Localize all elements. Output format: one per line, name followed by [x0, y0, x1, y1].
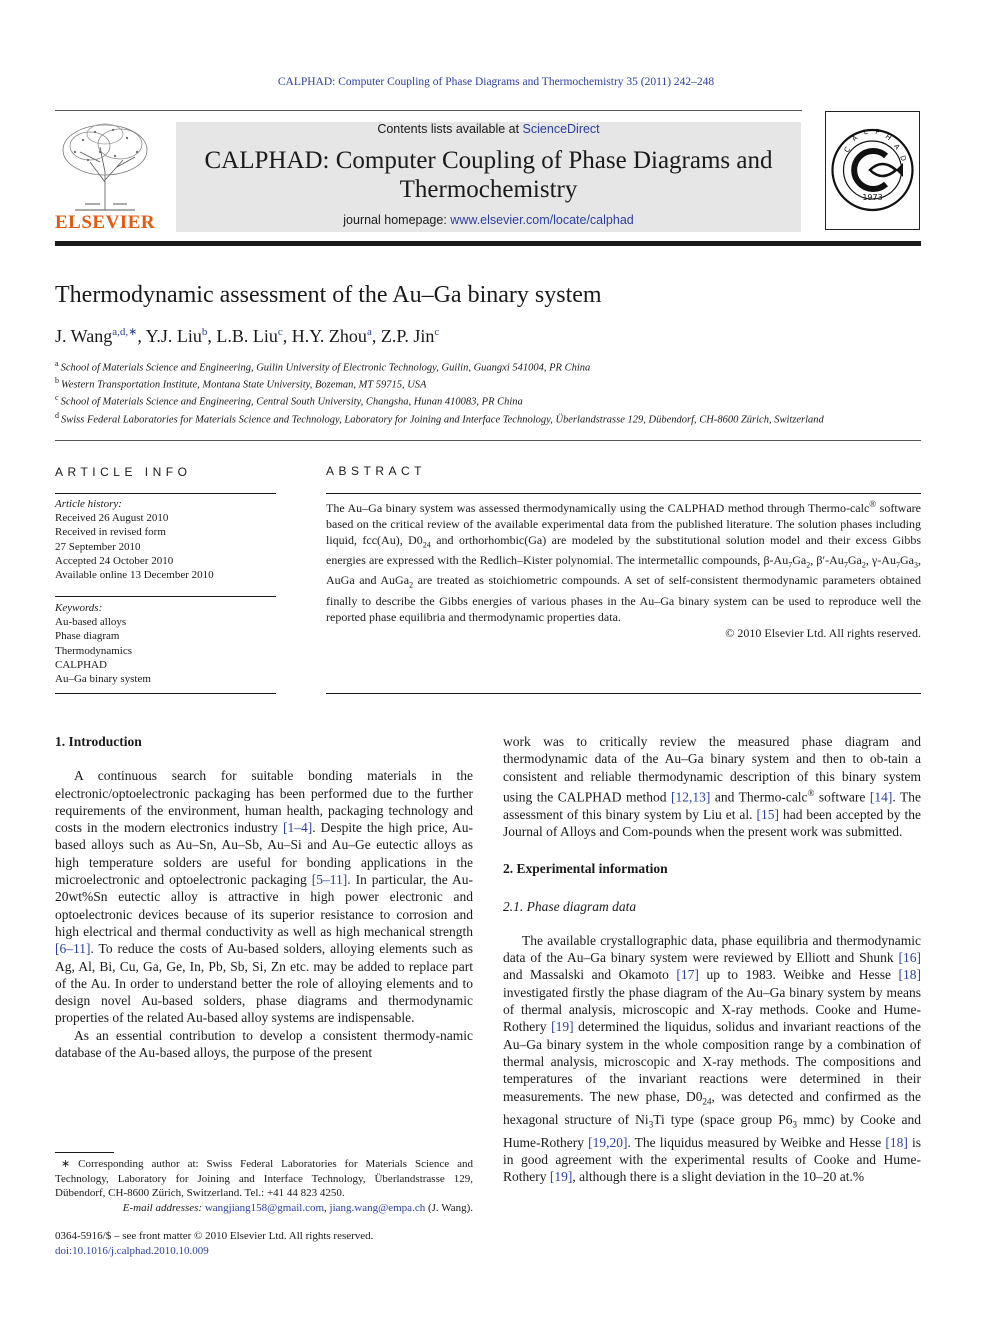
- author-name: H.Y. Zhou: [291, 326, 367, 346]
- svg-text:L: L: [862, 127, 869, 137]
- body-text: work was to critically review the measured phase diagram and thermodynamic data of the Au–Ga binary system and then to ob-tain a consistent and reliable thermodynamic description of this binary system using the CALPHAD method: [503, 734, 921, 805]
- author-affiliation-mark[interactable]: a: [366, 326, 372, 338]
- history-revised-label: Received in revised form: [55, 526, 166, 539]
- registered-mark: ®: [807, 787, 815, 798]
- journal-title-line-2: Thermochemistry: [399, 176, 578, 203]
- citation-link[interactable]: [6–11]: [55, 941, 91, 957]
- homepage-link[interactable]: www.elsevier.com/locate/calphad: [450, 213, 634, 227]
- email-label: E-mail addresses:: [122, 1201, 205, 1214]
- author-list: [55, 325, 439, 347]
- affiliation-mark: d: [55, 411, 59, 420]
- issn-line: 0364-5916/$ – see front matter © 2010 Elsevier Ltd. All rights reserved.: [55, 1230, 374, 1242]
- subscript: 7: [843, 560, 848, 570]
- journal-homepage: [176, 213, 801, 227]
- history-accepted: Accepted 24 October 2010: [55, 554, 174, 567]
- article-title: Thermodynamic assessment of the Au–Ga binary system: [55, 282, 602, 308]
- citation-link[interactable]: [18]: [885, 1134, 908, 1150]
- contents-line: [176, 122, 801, 136]
- top-rule: [55, 110, 802, 111]
- corresponding-author-footnote: [55, 1157, 473, 1215]
- body-text: . To reduce the costs of Au-based solders, alloying elements such as Ag, Al, Bi, Cu, Ga, Ge, In, Pb, Sb, Si, Zn etc. may be added to replace part of the Au. In order to understand better the role of alloying elements and to design novel Au-based solders, phase diagrams and thermodynamic properties of the related Au-based alloy systems are indispensable.: [55, 941, 473, 1026]
- keywords: [55, 601, 151, 686]
- elsevier-wordmark: ELSEVIER: [55, 212, 156, 233]
- header-thick-rule: [55, 241, 921, 246]
- author-affiliation-mark[interactable]: c: [277, 326, 283, 338]
- keyword: Au–Ga binary system: [55, 673, 151, 686]
- author-name: L.B. Liu: [216, 326, 278, 346]
- seal-year: 1973: [862, 193, 883, 202]
- info-rule-1: [55, 493, 276, 494]
- subscript: 3: [648, 1119, 654, 1130]
- running-header[interactable]: CALPHAD: Computer Coupling of Phase Diagrams and Thermochemistry 35 (2011) 242–248: [277, 76, 715, 88]
- affiliation-text: Western Transportation Institute, Montana State University, Bozeman, MT 59715, USA: [61, 379, 427, 391]
- keywords-label: Keywords:: [55, 602, 103, 614]
- body-text: determined the liquidus, solidus and invariant reactions of the Au–Ga binary system in the whole composition range by a combination of thermal analysis, microscopic and X-ray methods. The compositions and temperatures of the invariant reactions were determined in their measurements. The new phase, D0: [503, 1019, 922, 1104]
- affiliation-mark: c: [55, 393, 59, 402]
- author-separator: ,: [371, 326, 381, 346]
- author-separator: ,: [282, 326, 292, 346]
- subscript: 24: [702, 1096, 712, 1107]
- author-separator: ,: [207, 326, 217, 346]
- history-online: Available online 13 December 2010: [55, 569, 214, 582]
- body-text: . Despite the high price, Au-based alloys such as Au–Sn, Au–Sb, Au–Si and Au–Ge eutectic alloys as high temperature solders are useful for bonding applications in the microelectronic and optoelectronic packaging: [55, 820, 473, 888]
- journal-title: [176, 146, 801, 204]
- body-text: mmc) by Cooke and Hume-Rothery: [503, 1111, 922, 1150]
- body-text: Ti type (space group P6: [653, 1111, 793, 1127]
- section-heading-introduction: 1. Introduction: [55, 734, 142, 749]
- author-affiliation-mark[interactable]: b: [201, 326, 208, 338]
- citation-link[interactable]: [18]: [898, 967, 921, 983]
- affiliation-text: Swiss Federal Laboratories for Materials Science and Technology, Laboratory for Joining and Interface Technology, Überlandstrasse 129, Dübendorf, CH-8600 Zürich, Switzerland: [61, 414, 824, 426]
- svg-text:D: D: [898, 154, 908, 163]
- author-affiliation-mark[interactable]: a,d,∗: [112, 326, 138, 338]
- left-column: [55, 733, 473, 1061]
- subscript: 24: [422, 540, 431, 550]
- intro-paragraph-2-start: As an essential contribution to develop a consistent thermody-namic database of the Au-based alloys, the purpose of the present: [55, 1027, 473, 1061]
- footnote-text: Corresponding author at: Swiss Federal Laboratories for Materials Science and Technology, Laboratory for Joining and Interface Technology, Überlandstrasse 129, Dübendorf, CH-8600 Zürich, Switzerland. Tel.: +41 44 823 4250.: [55, 1158, 473, 1199]
- citation-link[interactable]: [16]: [898, 950, 921, 966]
- body-text: The available crystallographic data, phase equilibria and thermodynamic data of the Au–Ga binary system were reviewed by Elliott and Shunk: [503, 932, 921, 966]
- phase-diagram-paragraph: [503, 932, 921, 1186]
- body-text: is in good agreement with the experimental results of Cooke and Hume-Rothery: [503, 1134, 921, 1185]
- author-name: J. Wang: [55, 326, 113, 346]
- abstract-text: software based on the critical review of the available experimental data from the published literature. The solution phases including liquid, fcc(Au), D0: [326, 501, 921, 547]
- doi-prefix[interactable]: doi:: [55, 1244, 73, 1257]
- affiliation-a: [55, 359, 590, 374]
- abstract-heading: ABSTRACT: [326, 464, 427, 478]
- author-affiliation-mark[interactable]: c: [434, 326, 440, 338]
- intro-paragraph-2-cont: [503, 733, 921, 840]
- affiliation-rule: [55, 440, 921, 441]
- section-heading-experimental: 2. Experimental information: [503, 861, 668, 877]
- email-link-2[interactable]: jiang.wang@empa.ch: [329, 1201, 426, 1214]
- history-revised-date: 27 September 2010: [55, 540, 141, 553]
- affiliation-mark: a: [55, 359, 59, 368]
- body-text: software: [814, 789, 870, 805]
- doi-link[interactable]: 10.1016/j.calphad.2010.10.009: [72, 1244, 209, 1257]
- author-name: Z.P. Jin: [380, 326, 435, 346]
- copyright-notice: © 2010 Elsevier Ltd. All rights reserved.: [725, 625, 921, 640]
- citation-link[interactable]: [19]: [551, 1019, 574, 1035]
- svg-text:P: P: [874, 127, 881, 137]
- citation-link[interactable]: [19]: [549, 1169, 573, 1185]
- article-history: [55, 497, 214, 582]
- intro-paragraph-1: [55, 767, 473, 1026]
- subscript: 7: [895, 560, 900, 570]
- abstract-text: , AuGa and AuGa: [326, 553, 921, 588]
- abstract-text: are treated as stoichiometric compounds. A set of self-consistent thermodynamic parameters obtained finally to describe the Gibbs energies of various phases in the Au–Ga binary system can be used to reproduce well the reported phase equilibria and thermodynamic properties data.: [326, 573, 922, 624]
- svg-text:A: A: [891, 142, 902, 152]
- history-label: Article history:: [55, 498, 122, 510]
- subsection-heading-phase-diagram: 2.1. Phase diagram data: [503, 898, 637, 914]
- history-received: Received 26 August 2010: [55, 512, 169, 525]
- body-text: and Thermo-calc: [710, 789, 808, 805]
- keyword: CALPHAD: [55, 658, 107, 671]
- info-rule-2: [55, 596, 276, 597]
- body-text: . In particular, the Au-20wt%Sn eutectic alloy is attractive in high power electronic and optoelectronic devices because of its superior resistance to corrosion and high electrical and thermal conductivity as well as high mechanical strength: [55, 872, 473, 939]
- body-text: A continuous search for suitable bonding materials in the electronic/optoelectronic packaging has been performed due to the further requirements of the environment, human health, packaging technology and costs in the modern electronics industry: [55, 768, 473, 836]
- affiliation-mark: b: [55, 376, 59, 385]
- citation-link[interactable]: [5–11]: [311, 872, 348, 888]
- email-separator: ,: [324, 1201, 330, 1214]
- body-text: and Massalski and Okamoto: [503, 967, 677, 983]
- subscript: 3: [792, 1119, 797, 1130]
- abstract-text: and orthorhombic(Ga) are modeled by the substitutional solution model and their excess Gibbs energies are expressed with the Redlich–Kister polynomial. The intermetallic compounds, β-Au: [326, 532, 921, 568]
- affiliation-c: [55, 393, 523, 408]
- abstract-text: Ga: [847, 553, 862, 568]
- abstract-text: , β′-Au: [810, 553, 844, 568]
- citation-link[interactable]: [1–4]: [283, 820, 313, 836]
- right-column: [503, 733, 921, 1185]
- affiliation-text: School of Materials Science and Engineering, Central South University, Changsha, Hunan 410083, PR China: [60, 396, 523, 408]
- citation-link[interactable]: [12,13]: [670, 789, 711, 805]
- citation-link[interactable]: [19,20]: [588, 1134, 628, 1150]
- subscript: 2: [409, 580, 414, 590]
- info-rule-3: [55, 693, 276, 694]
- body-text: , was detected and confirmed as the hexagonal structure of Ni: [503, 1088, 921, 1127]
- abstract-text: Ga: [899, 553, 914, 568]
- svg-text:H: H: [883, 132, 893, 143]
- author-name: Y.J. Liu: [145, 326, 202, 346]
- keyword: Thermodynamics: [55, 644, 132, 657]
- body-text: investigated firstly the phase diagram of the Au–Ga binary system by means of thermal analysis, microscopic and X-ray methods. Cooke and Hume-Rothery: [503, 984, 921, 1035]
- article-info-heading: ARTICLE INFO: [55, 465, 192, 479]
- email-owner: (J. Wang).: [425, 1201, 473, 1214]
- author-separator: ,: [137, 326, 146, 346]
- svg-text:C: C: [842, 145, 853, 155]
- registered-mark: ®: [869, 499, 877, 509]
- citation-link[interactable]: [14]: [869, 789, 893, 805]
- elsevier-tree-logo: [55, 122, 155, 212]
- abstract-text: Ga: [792, 553, 807, 568]
- footnote-mark: ∗: [61, 1158, 71, 1170]
- email-link-1[interactable]: wangjiang158@gmail.com: [204, 1201, 325, 1214]
- front-matter: [55, 1229, 373, 1258]
- contents-prefix: Contents lists available at: [377, 122, 523, 136]
- keyword: Au-based alloys: [55, 616, 127, 629]
- footnote-rule: [55, 1152, 114, 1153]
- abstract-rule-top: [326, 493, 921, 494]
- affiliation-text: School of Materials Science and Engineering, Guilin University of Electronic Technology, Guilin, Guangxi 541004, PR China: [60, 362, 591, 374]
- subscript: 2: [861, 560, 866, 570]
- subscript: 3: [913, 560, 918, 570]
- subscript: 2: [806, 560, 811, 570]
- homepage-prefix: journal homepage:: [343, 213, 451, 227]
- subscript: 7: [788, 560, 793, 570]
- keyword: Phase diagram: [55, 630, 120, 643]
- affiliation-d: [55, 411, 824, 426]
- journal-title-line-1: CALPHAD: Computer Coupling of Phase Diagrams and: [204, 147, 773, 174]
- citation-link[interactable]: [15]: [756, 806, 779, 822]
- abstract-rule-bottom: [326, 693, 921, 694]
- body-text: , although there is a slight deviation in the 10–20 at.%: [572, 1169, 865, 1185]
- body-text: up to 1983. Weibke and Hesse: [698, 967, 899, 983]
- affiliation-b: [55, 376, 426, 391]
- citation-link[interactable]: [17]: [676, 967, 699, 983]
- seal-lettering: [825, 111, 920, 230]
- svg-text:A: A: [850, 133, 860, 144]
- sciencedirect-link[interactable]: ScienceDirect: [522, 122, 600, 136]
- abstract-text: , γ-Au: [865, 553, 896, 568]
- body-text: . The liquidus measured by Weibke and Hesse: [627, 1134, 886, 1150]
- body-text: . The assessment of this binary system by Liu et al.: [503, 789, 921, 822]
- abstract-text: The Au–Ga binary system was assessed thermodynamically using the CALPHAD method through Thermo-calc: [326, 501, 870, 515]
- body-text: had been accepted by the Journal of Alloys and Com-pounds when the present work was submitted.: [503, 806, 921, 839]
- abstract-body: [326, 497, 921, 641]
